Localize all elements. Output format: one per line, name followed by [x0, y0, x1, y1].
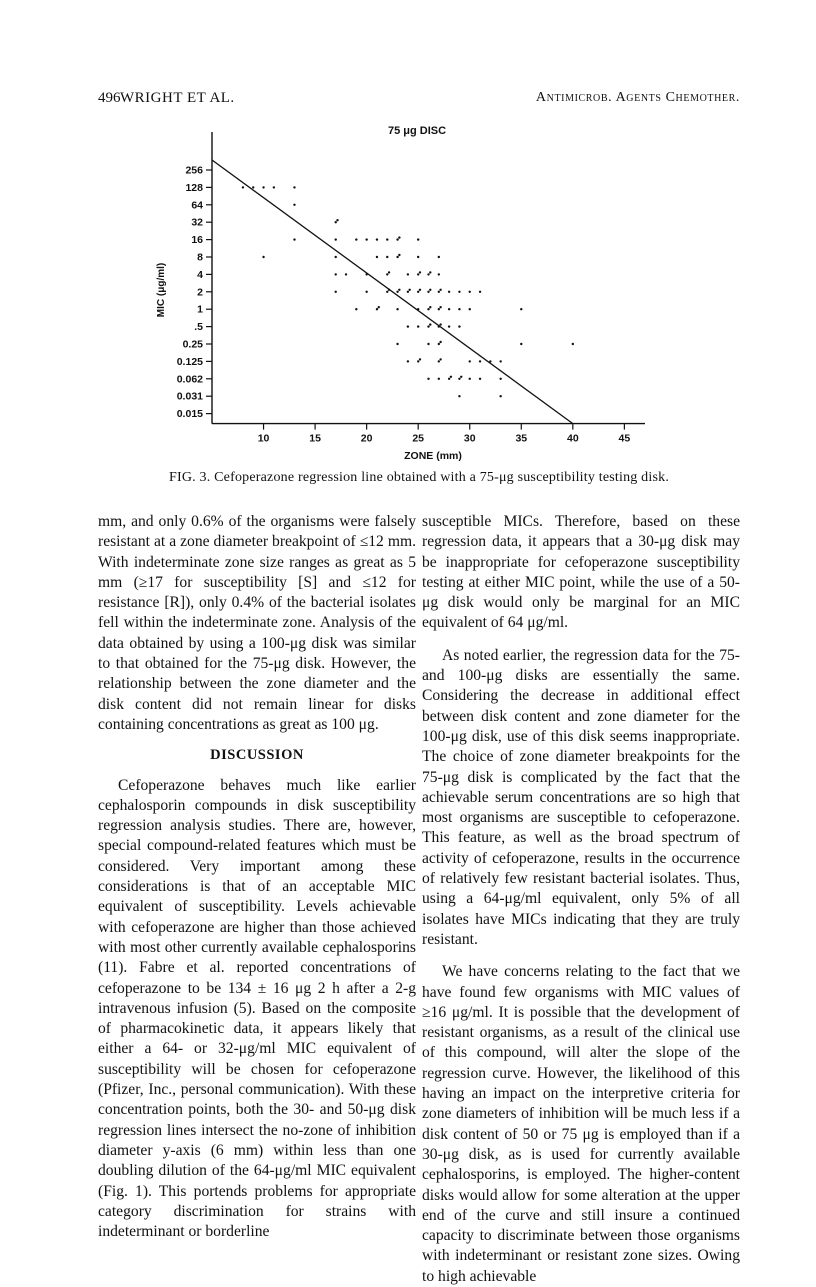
regression-line [212, 160, 573, 424]
y-tick-label: 16 [191, 234, 203, 247]
data-point [469, 291, 471, 293]
data-point [458, 291, 460, 293]
x-tick-label: 10 [257, 432, 270, 445]
x-tick-label: 30 [463, 432, 476, 445]
y-tick-label: .5 [194, 321, 203, 334]
data-point [417, 325, 419, 327]
data-point [429, 271, 431, 273]
data-point [458, 308, 460, 310]
data-point [479, 360, 481, 362]
data-point [386, 238, 388, 240]
left-column [98, 512, 416, 1242]
y-tick-label: 0.015 [176, 408, 203, 421]
x-tick-label: 15 [309, 432, 321, 445]
left-paragraph-2: Cefoperazone behaves much like earlier cephalosporin compounds in disk susceptibility regression analysis studies. There are, however, special compound-related features which must be considered. Very important among these considerations is that of an acceptable MIC equivalent of susceptibility. Levels achievable with cefoperazone are higher than those achieved with most other currently available cephalosporins (11). Fabre et al. reported concentrations of cefoperazone to be 134 ± 16 μg 2 h after a 2-g intravenous infusion (5). Based on the composite of pharmacokinetic data, it appears likely that either a 64- or 32-μg/ml MIC equivalent of susceptibility will be chosen for cefoperazone (Pfizer, Inc., personal communication). With these concentration points, both the 30- and 50-μg disk regression lines intersect the no-zone of inhibition diameter y-axis (6 mm) within less than one doubling dilution of the 64-μg/ml MIC equivalent (Fig. 1). This portends problems for appropriate category discrimination for strains with indeterminant or borderline [98, 776, 416, 1241]
data-point [336, 219, 338, 221]
data-point [419, 289, 421, 291]
figure-3 [140, 118, 660, 466]
data-point [355, 238, 357, 240]
data-point [460, 376, 462, 378]
data-point [335, 291, 337, 293]
right-column [422, 512, 740, 1287]
data-point [469, 378, 471, 380]
data-point [396, 256, 398, 258]
data-point [293, 186, 295, 188]
data-point [396, 343, 398, 345]
data-point [376, 256, 378, 258]
data-point [479, 378, 481, 380]
data-point [427, 378, 429, 380]
data-point [458, 395, 460, 397]
data-point [438, 378, 440, 380]
data-point [439, 323, 441, 325]
svg-text:MIC (μg/ml): MIC (μg/ml) [156, 262, 167, 318]
data-point [450, 376, 452, 378]
data-point [438, 360, 440, 362]
y-tick-label: 1 [197, 303, 203, 316]
data-point [335, 256, 337, 258]
data-point [273, 186, 275, 188]
data-point [335, 238, 337, 240]
y-tick-label: 2 [197, 286, 203, 299]
data-point [398, 254, 400, 256]
data-point [407, 325, 409, 327]
data-point [396, 238, 398, 240]
data-point [345, 273, 347, 275]
right-paragraph-2: As noted earlier, the regression data for the 75- and 100-μg disks are essentially the same. Considering the decrease in additional effect between disk content and zone diameter for the 100-μg disk, use of this disk seems inappropriate. The choice of zone diameter breakpoints for the 75-μg disk is complicated by the fact that the achievable serum concentrations are so high that most organisms are susceptible to cefoperazone. This feature, as well as the broad spectrum of activity of cefoperazone, results in the occurrence of relatively few resistant bacterial isolates. Thus, using a 64-μg/ml equivalent, only 5% of all isolates have MICs indicating that they are truly resistant. [422, 646, 740, 948]
data-point [479, 291, 481, 293]
data-point [448, 378, 450, 380]
y-tick-label: 4 [197, 268, 203, 281]
data-point [499, 395, 501, 397]
data-point [448, 308, 450, 310]
data-point [469, 308, 471, 310]
data-point [365, 291, 367, 293]
journal-title: Antimicrob. Agents Chemother. [535, 90, 740, 105]
data-point [262, 186, 264, 188]
y-tick-label: 0.125 [176, 355, 203, 368]
data-point [427, 273, 429, 275]
x-tick-label: 40 [566, 432, 579, 445]
data-point [335, 221, 337, 223]
data-point [293, 238, 295, 240]
right-paragraph-3: We have concerns relating to the fact that we have found few organisms with MIC values of ≥16 μg/ml. It is possible that the development of resistant organisms, as a result of the clinical use of this compound, will alter the slope of the regression curve. However, the likelihood of this having an impact on the interpretive criteria for zone diameters of inhibition will be much less if a disk content of 50 or 75 μg is employed than if a 30-μg disk, as is used for currently available cephalosporins, is employed. The higher-content disks would allow for some alteration at the upper end of the curve and still insure a continued capacity to discriminate between those organisms with indeterminant or resistant zone sizes. Owing to high achievable [422, 963, 740, 1285]
data-point [439, 358, 441, 360]
y-tick-label: 0.062 [176, 373, 203, 386]
data-point [417, 238, 419, 240]
section-title-discussion: DISCUSSION [210, 747, 304, 764]
data-point [572, 343, 574, 345]
data-point [396, 308, 398, 310]
data-point [427, 308, 429, 310]
data-point [376, 238, 378, 240]
data-point [469, 360, 471, 362]
y-tick-label: 8 [197, 251, 203, 264]
data-point [386, 273, 388, 275]
data-point [398, 289, 400, 291]
data-point [427, 291, 429, 293]
y-tick-label: 32 [191, 216, 203, 229]
data-point [417, 360, 419, 362]
data-point [448, 291, 450, 293]
data-point [458, 378, 460, 380]
data-point [407, 291, 409, 293]
data-point [355, 308, 357, 310]
y-tick-label: 64 [191, 199, 203, 212]
data-point [378, 306, 380, 308]
data-point [439, 341, 441, 343]
data-point [417, 256, 419, 258]
data-point [396, 291, 398, 293]
y-tick-label: 256 [185, 164, 203, 177]
data-point [438, 273, 440, 275]
x-tick-label: 20 [360, 432, 373, 445]
y-axis-label [156, 263, 167, 317]
running-header [98, 90, 740, 110]
x-tick-label: 25 [412, 432, 425, 445]
data-point [427, 325, 429, 327]
data-point [293, 204, 295, 206]
data-point [419, 358, 421, 360]
data-point [252, 186, 254, 188]
page-number: 496 [98, 90, 121, 106]
data-point [438, 343, 440, 345]
data-point [458, 325, 460, 327]
data-point [419, 271, 421, 273]
data-point [438, 256, 440, 258]
data-point [407, 360, 409, 362]
data-point [376, 308, 378, 310]
x-tick-label: 35 [515, 432, 528, 445]
data-point [520, 343, 522, 345]
data-point [429, 323, 431, 325]
data-point [439, 306, 441, 308]
y-tick-label: 0.031 [176, 390, 203, 403]
figure-caption: FIG. 3. Cefoperazone regression line obtained with a 75-μg susceptibility testing disk. [168, 470, 670, 485]
scatter-chart [140, 118, 660, 466]
data-point [408, 289, 410, 291]
data-point [417, 273, 419, 275]
data-point [438, 291, 440, 293]
data-point [365, 238, 367, 240]
y-tick-label: 128 [185, 181, 203, 194]
data-point [429, 289, 431, 291]
data-point [407, 273, 409, 275]
data-point [262, 256, 264, 258]
data-point [242, 186, 244, 188]
chart-title: 75 μg DISC [387, 125, 447, 137]
data-point [499, 378, 501, 380]
x-axis-label: ZONE (mm) [404, 450, 462, 462]
running-authors: WRIGHT ET AL. [120, 90, 235, 106]
data-point [388, 271, 390, 273]
data-point [520, 308, 522, 310]
right-paragraph-1: susceptible MICs. Therefore, based on these regression data, it appears that a 30-μg disk may be inappropriate for cefoperazone susceptibility testing at either MIC point, while the use of a 50-μg disk would only be marginal for an MIC equivalent of 64 μg/ml. [422, 513, 740, 632]
data-point [386, 291, 388, 293]
data-point [429, 306, 431, 308]
data-point [386, 256, 388, 258]
data-point [448, 325, 450, 327]
data-point [398, 236, 400, 238]
data-point [427, 343, 429, 345]
left-paragraph-1: mm, and only 0.6% of the organisms were falsely resistant at a zone diameter breakpoint of ≤12 mm. With indeterminate zone size ranges as great as 5 mm (≥17 for susceptibility [S] and ≤12 for resistance [R]), only 0.4% of the bacterial isolates fell within the indeterminate zone. Analysis of the data obtained by using a 100-μg disk was similar to that obtained for the 75-μg disk. However, the relationship between the zone diameter and the disk content did not remain linear for disks containing concentrations as great as 100 μg. [98, 513, 416, 733]
data-point [438, 308, 440, 310]
data-point [439, 289, 441, 291]
data-point [417, 291, 419, 293]
y-tick-label: 0.25 [182, 338, 203, 351]
data-point [335, 273, 337, 275]
x-tick-label: 45 [618, 432, 631, 445]
data-point [499, 360, 501, 362]
